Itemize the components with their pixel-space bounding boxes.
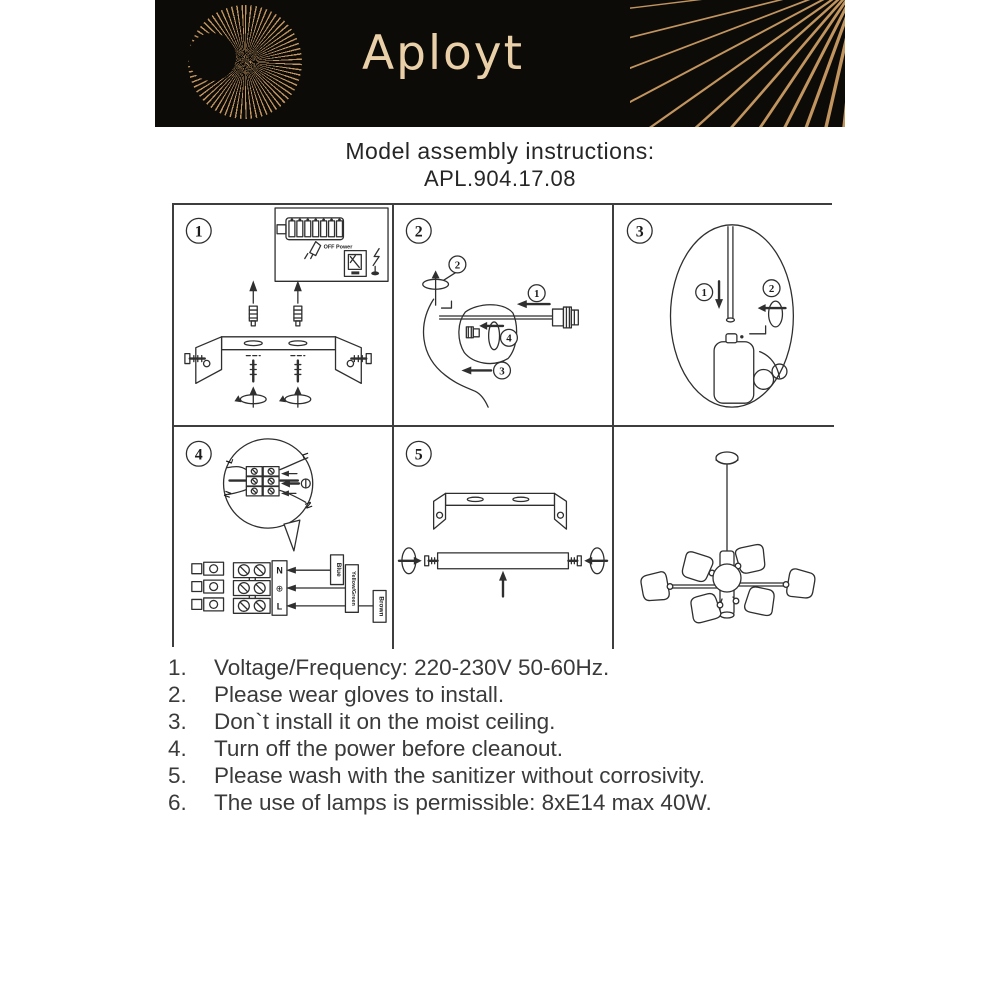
- side-screw-icon: [568, 556, 581, 566]
- instruction-text: Please wear gloves to install.: [214, 682, 505, 707]
- column-letter-n: N: [276, 565, 283, 576]
- wall-anchor-icon: [249, 280, 257, 326]
- panel-2: [394, 205, 614, 427]
- panel-1-drawing: [174, 205, 392, 425]
- terminal-label-column: [272, 561, 287, 616]
- up-arrow-icon: [499, 571, 507, 597]
- step-badge: [186, 441, 211, 466]
- wire-connection-arrows: [286, 567, 373, 610]
- socket-icon: [553, 307, 579, 328]
- instruction-item: [168, 709, 868, 736]
- ceiling-canopy: [716, 452, 738, 464]
- instruction-text: The use of lamps is permissible: 8xE14 max 40W.: [214, 790, 712, 815]
- canopy-bar: [438, 553, 569, 569]
- svg-text:Blue: Blue: [335, 562, 343, 577]
- brand-header: [155, 0, 845, 127]
- wire-label-blue: [331, 555, 344, 585]
- svg-text:Yellow/Green: Yellow/Green: [349, 571, 356, 606]
- rotation-arrow-icon: [479, 322, 503, 350]
- column-letter-l: L: [276, 601, 283, 612]
- svg-text:1: 1: [194, 223, 203, 241]
- rays-fan-icon: [630, 0, 845, 127]
- screw-icon: [295, 361, 301, 382]
- balloon-label-l-left: L: [224, 456, 236, 465]
- center-sphere: [713, 564, 741, 592]
- rotation-arrow-icon: [279, 386, 311, 407]
- lamp-shade: [735, 543, 768, 574]
- panel-4-drawing: [174, 427, 392, 649]
- rotation-arrow-icon: [423, 270, 458, 305]
- balloon-label-l-right: L: [300, 451, 312, 460]
- instruction-number: 4.: [168, 736, 187, 761]
- step-badge: [406, 441, 431, 466]
- instruction-text: Please wash with the sanitizer without corrosivity.: [214, 763, 706, 788]
- lamp-rod: [440, 316, 553, 319]
- instructions-list: [168, 655, 868, 817]
- balloon-label-n-right: N: [302, 500, 315, 510]
- svg-text:3: 3: [635, 223, 644, 241]
- side-screw-icon: [425, 556, 438, 566]
- rotation-arrow-icon: [584, 548, 607, 574]
- instruction-number: 6.: [168, 790, 187, 815]
- diagram-grid: [172, 203, 832, 647]
- instruction-number: 2.: [168, 682, 187, 707]
- lamp-shade: [640, 571, 670, 603]
- instruction-item: [168, 682, 868, 709]
- instruction-number: 1.: [168, 655, 187, 680]
- instruction-item: [168, 790, 868, 817]
- panel-5-drawing: [394, 427, 612, 649]
- lamp-shade: [786, 568, 816, 600]
- earth-screw-icon: [301, 479, 310, 488]
- terminal-mini-block: [246, 467, 279, 496]
- rotation-arrow-icon: [758, 301, 786, 327]
- svg-text:5: 5: [414, 446, 423, 464]
- svg-text:2: 2: [768, 283, 775, 296]
- wall-anchor-icon: [294, 280, 302, 326]
- screw-icon: [250, 361, 256, 382]
- instruction-text: Voltage/Frequency: 220-230V 50-60Hz.: [214, 655, 610, 680]
- page-title: Model assembly instructions:: [345, 138, 655, 164]
- down-rod: [726, 227, 734, 322]
- wire-label-yellow-green: [345, 565, 358, 613]
- sunburst-center: [188, 33, 236, 81]
- power-off-inset: [275, 208, 388, 281]
- panel-3: [614, 205, 834, 427]
- instruction-item: [168, 655, 868, 682]
- down-arrow-icon: [715, 281, 723, 309]
- wiring-balloon: [222, 439, 315, 551]
- step-badge: [627, 218, 652, 243]
- instruction-item: [168, 736, 868, 763]
- lamp-shade: [744, 585, 777, 616]
- panel-5: [394, 427, 614, 649]
- svg-text:1: 1: [533, 288, 540, 301]
- rotation-arrow-icon: [234, 386, 266, 407]
- instruction-number: 5.: [168, 763, 187, 788]
- model-number: APL.904.17.08: [423, 166, 577, 191]
- balloon-label-n-left: N: [221, 489, 234, 500]
- svg-text:1: 1: [701, 287, 707, 300]
- panel-6: [614, 427, 834, 649]
- inset-note: OFF Power: [323, 244, 353, 251]
- step-badge: [406, 218, 431, 243]
- canopy-outline: [424, 299, 489, 407]
- step-badge: [186, 218, 211, 243]
- instruction-text: Don`t install it on the moist ceiling.: [214, 709, 556, 734]
- mounting-bracket: [196, 337, 361, 384]
- panel-3-drawing: [614, 205, 834, 425]
- lamp-shade: [680, 550, 715, 583]
- instruction-item: [168, 763, 868, 790]
- lamp-shade: [688, 592, 722, 624]
- svg-text:4: 4: [194, 446, 203, 464]
- svg-text:2: 2: [454, 259, 461, 272]
- mounting-bracket: [434, 493, 567, 529]
- chandelier-drawing: [614, 427, 834, 649]
- earth-symbol: ⊕: [275, 584, 284, 595]
- panel-2-drawing: [394, 205, 612, 425]
- instruction-text: Turn off the power before cleanout.: [214, 736, 563, 761]
- brand-name: Aployt: [361, 26, 525, 81]
- terminal-block-side-view: [192, 562, 224, 611]
- svg-text:4: 4: [506, 332, 512, 345]
- svg-text:Brown: Brown: [377, 596, 385, 617]
- rotation-arrow-icon: [399, 548, 422, 574]
- panel-1: [174, 205, 394, 427]
- connector-body: [714, 326, 766, 403]
- wire-label-brown: [373, 591, 386, 623]
- terminal-block-top-view: [233, 563, 270, 614]
- slide-arrow-icon: [461, 367, 491, 375]
- side-screw-icon: [185, 354, 205, 364]
- panel-4: [174, 427, 394, 649]
- instruction-number: 3.: [168, 709, 187, 734]
- svg-text:3: 3: [499, 365, 505, 378]
- svg-text:2: 2: [414, 223, 423, 241]
